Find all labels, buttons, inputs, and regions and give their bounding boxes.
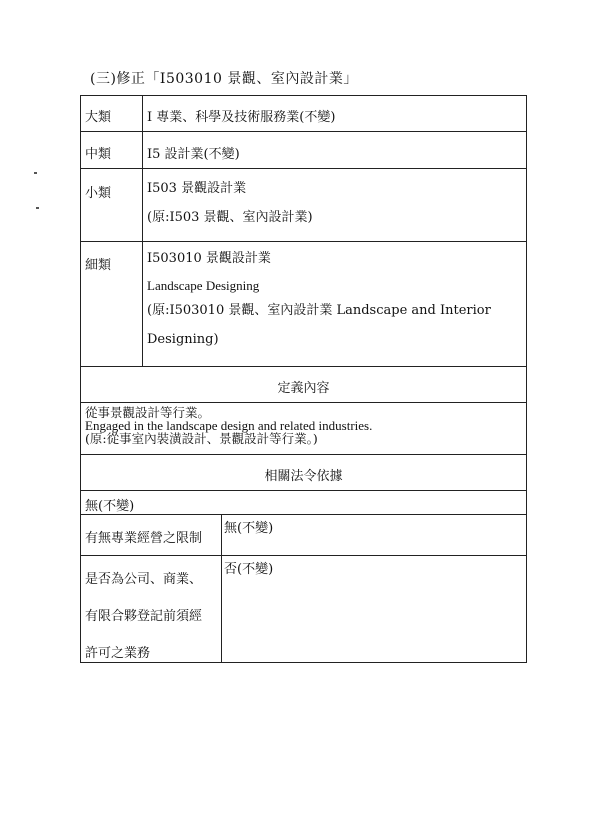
q1-label: 有無專業經營之限制 (81, 515, 222, 556)
minor-category-label: 小類 (81, 169, 143, 242)
definition-line1: 從事景觀設計等行業。 (85, 405, 211, 420)
definition-line2: Engaged in the landscape design and related industries. (85, 418, 373, 433)
row-definition-header (81, 367, 527, 403)
major-category-label: 大類 (81, 96, 143, 132)
medium-category-label: 中類 (81, 132, 143, 169)
law-basis: 無(不變) (81, 491, 527, 515)
minor-category-line1: I503 景觀設計業 (147, 181, 247, 196)
q1-value: 無(不變) (222, 515, 527, 556)
q2-line3: 許可之業務 (85, 646, 151, 661)
row-major-category (81, 96, 527, 132)
section-heading: (三)修正「I503010 景觀、室內設計業」 (90, 71, 358, 87)
row-detail-category (81, 242, 527, 367)
detail-line4: Designing) (147, 332, 219, 347)
row-q1 (81, 515, 527, 556)
q2-label (81, 556, 222, 663)
row-law-header (81, 455, 527, 491)
q2-line1: 是否為公司、商業、 (85, 572, 203, 587)
medium-category-value: I5 設計業(不變) (143, 132, 527, 169)
law-header: 相關法令依據 (81, 455, 527, 491)
minor-category-line2: (原:I503 景觀、室內設計業) (147, 210, 313, 225)
definition-line3: (原:從事室內裝潢設計、景觀設計等行業。) (85, 431, 318, 446)
row-medium-category (81, 132, 527, 169)
major-category-value: I 專業、科學及技術服務業(不變) (143, 96, 527, 132)
scan-speck (36, 207, 39, 209)
detail-line2: Landscape Designing (147, 278, 260, 293)
row-definition-content (81, 403, 527, 455)
detail-category-label: 細類 (81, 242, 143, 367)
business-item-table (80, 95, 527, 663)
row-minor-category (81, 169, 527, 242)
q2-line2: 有限合夥登記前須經 (85, 609, 203, 624)
q2-value: 否(不變) (222, 556, 527, 663)
row-q2 (81, 556, 527, 663)
row-law-basis (81, 491, 527, 515)
definition-content (81, 403, 527, 455)
scan-speck (34, 172, 37, 174)
detail-line3: (原:I503010 景觀、室內設計業 Landscape and Interior (147, 303, 491, 318)
definition-header: 定義內容 (81, 367, 527, 403)
minor-category-value (143, 169, 527, 242)
detail-line1: I503010 景觀設計業 (147, 251, 271, 266)
detail-category-value (143, 242, 527, 367)
